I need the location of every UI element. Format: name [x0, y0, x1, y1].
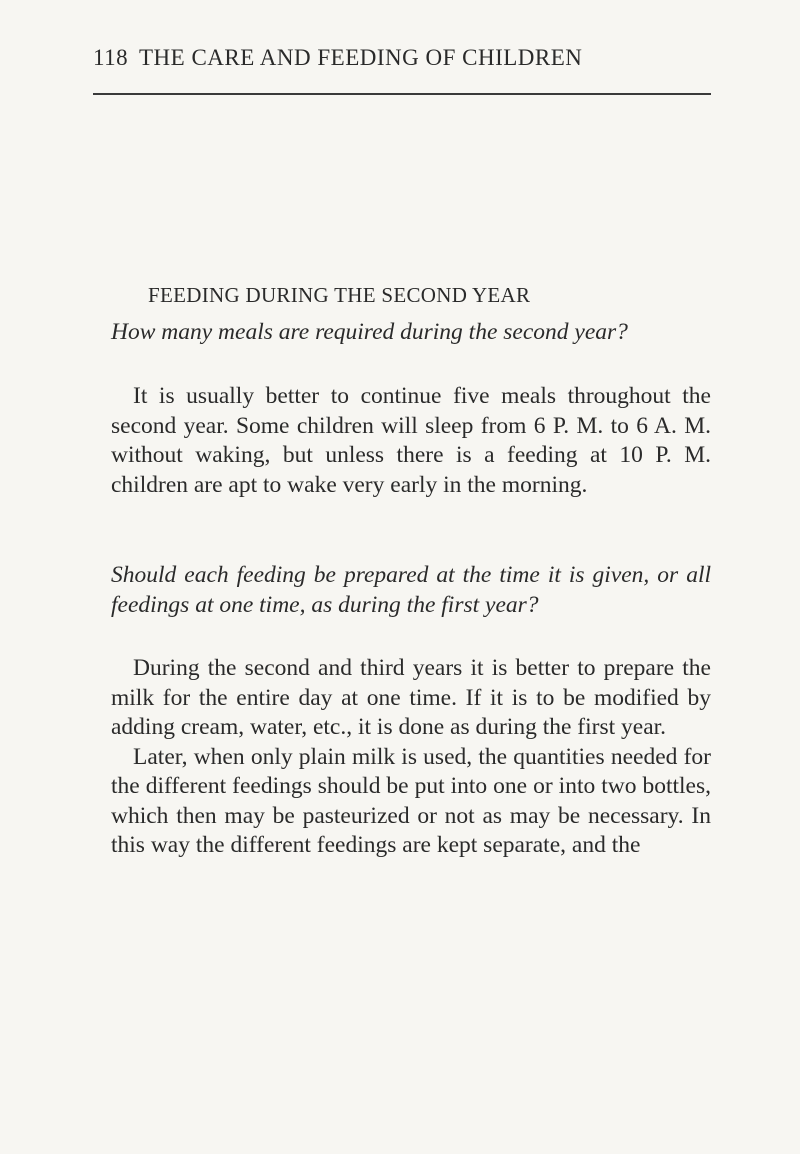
answer-paragraph: It is usually better to continue five meals throughout the second year. Some children will sleep from 6 P. M. to 6 A. M. without waking, but unless there is a feeding at 10 P. M. children are apt to wake very early in the morning. [111, 383, 711, 498]
question-text: How many meals are required during the second year? [111, 319, 628, 345]
answer-paragraph: Later, when only plain milk is used, the quantities needed for the different feedings should be put into one or into two bottles, which then may be pasteurized or not as may be necessary. In this way the different feedings are kept separate, and the [111, 743, 711, 858]
question-text: Should each feeding be prepared at the time it is given, or all feedings at one time, as during the first year? [111, 562, 711, 618]
answer-2 [111, 654, 711, 861]
page-number: 118 [93, 45, 129, 70]
answer-1 [111, 382, 711, 500]
answer-paragraph: During the second and third years it is better to prepare the milk for the entire day at one time. If it is to be modified by adding cream, water, etc., it is done as during the first year. [111, 655, 711, 740]
question-2 [111, 561, 711, 620]
question-1 [111, 318, 711, 348]
header-rule [93, 93, 711, 95]
running-title: THE CARE AND FEEDING OF CHILDREN [139, 45, 583, 70]
running-head [93, 45, 713, 75]
section-heading: FEEDING DURING THE SECOND YEAR [148, 283, 531, 307]
